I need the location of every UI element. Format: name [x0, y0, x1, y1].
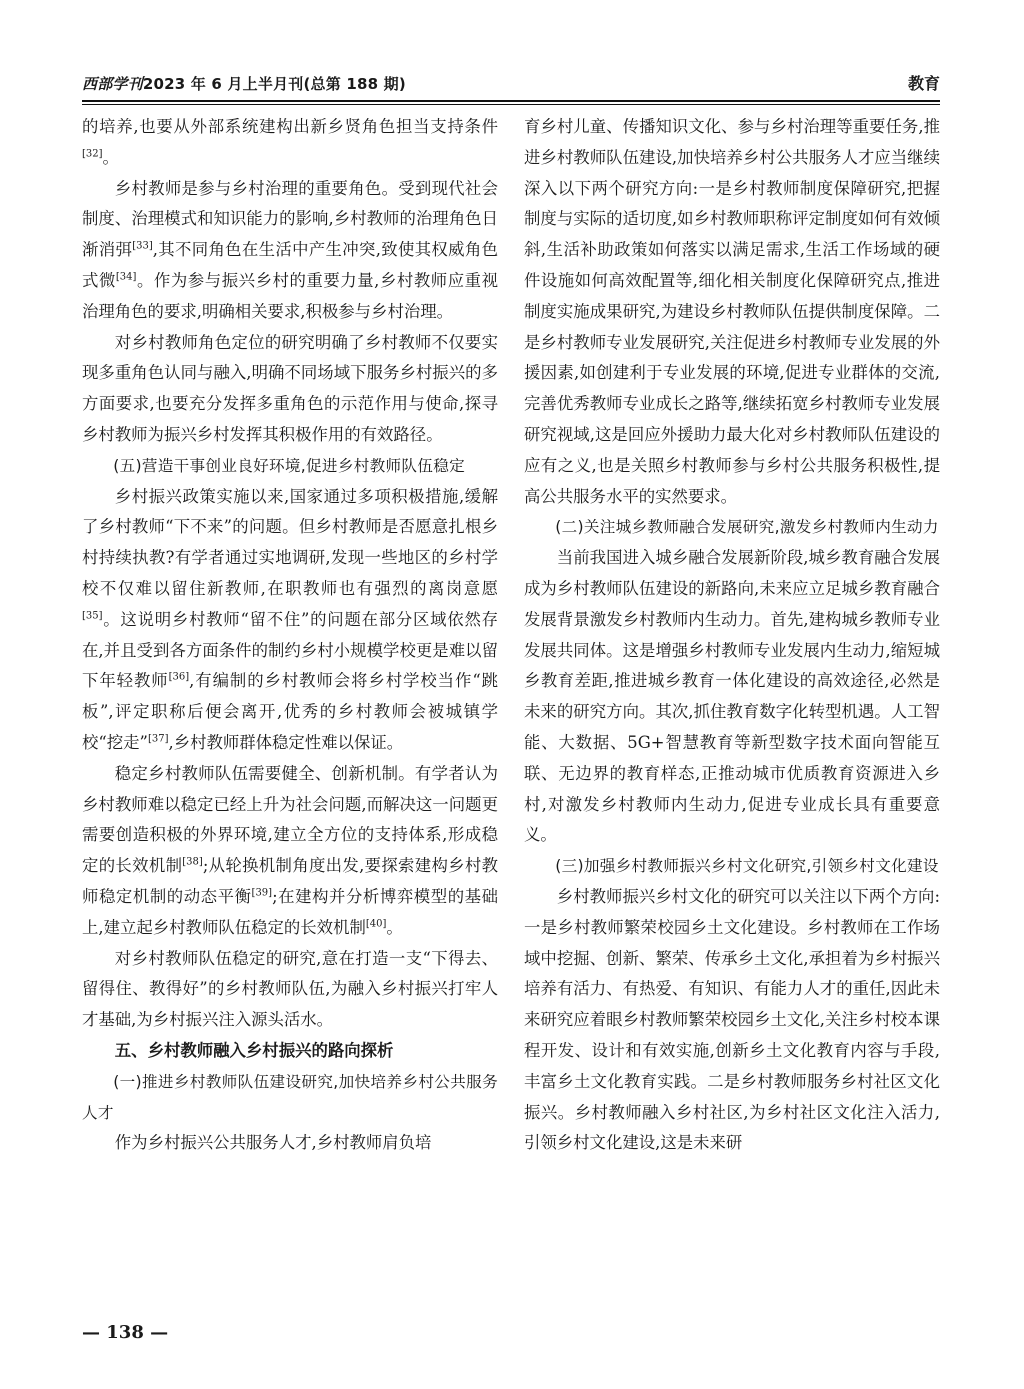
citation: [39]: [251, 887, 273, 899]
text-run: 乡村振兴政策实施以来,国家通过多项积极措施,缓解了乡村教师“下不来”的问题。但乡村教师是否愿意扎根乡村持续执教?有学者通过实地调研,发现一些地区的乡村学校不仅难以留住新教师,在职教师也有强烈的离岗意愿: [82, 486, 498, 598]
text-run: 。这说明乡村教师“留不住”的问题在部分区域依然存在,并且受到各方面条件的制约乡村小规模学校更是难以留下年轻教师: [82, 609, 498, 691]
journal-header: [82, 72, 406, 96]
paragraph: 作为乡村振兴公共服务人才,乡村教师肩负培: [114, 1133, 432, 1153]
paragraph: 乡村教师振兴乡村文化的研究可以关注以下两个方向:一是乡村教师繁荣校园乡土文化建设。乡村教师在工作场域中挖掘、创新、繁荣、传承乡土文化,承担着为乡村振兴培养有活力、有热爱、有知识、有能力人才的重任,因此未来研究应着眼乡村教师繁荣校园乡土文化,关注乡村校本课程开发、设计和有效实施,创新乡土文化教育内容与手段,丰富乡土文化教育实践。二是乡村教师服务乡村社区文化振兴。乡村教师融入乡村社区,为乡村社区文化注入活力,引领乡村文化建设,这是未来研: [524, 886, 940, 1153]
text-run: ,其不同角色在生活中产生冲突,致使其权威角色式微: [82, 240, 499, 290]
page-number: — 138 —: [82, 1322, 169, 1343]
text-run: ;从轮换机制角度出发,要探索建构乡村教师稳定机制的动态平衡: [82, 856, 498, 906]
citation: [37]: [147, 733, 169, 745]
subsection-heading: (一)推进乡村教师队伍建设研究,加快培养乡村公共服务人才: [82, 1072, 498, 1122]
text-run: 。: [386, 917, 403, 937]
paragraph: 对乡村教师队伍稳定的研究,意在打造一支“下得去、留得住、教得好”的乡村教师队伍,为融入乡村振兴打牢人才基础,为乡村振兴注入源头活水。: [82, 948, 498, 1030]
subsection-heading: (二)关注城乡教师融合发展研究,激发乡村教师内生动力: [555, 518, 939, 537]
citation: [35]: [82, 610, 103, 622]
citation: [40]: [365, 918, 387, 930]
paragraph: [82, 482, 498, 759]
section-label: 教育: [907, 74, 940, 93]
journal-logo: 西部学刊: [82, 75, 143, 93]
text-run: ;在建构并分析博弈模型的基础上,建立起乡村教师队伍稳定的长效机制: [82, 886, 498, 937]
text-run: ,有编制的乡村教师会将乡村学校当作“跳板”,评定职称后便会离开,优秀的乡村教师会被城镇学校“挖走”: [82, 671, 499, 752]
paragraph: [82, 112, 498, 174]
left-column: [82, 112, 498, 1159]
right-column: [524, 112, 940, 1159]
citation: [34]: [115, 271, 137, 283]
header-rule-thin: [82, 104, 940, 105]
paragraph: [82, 759, 498, 944]
paragraph: [82, 174, 498, 328]
paragraph: 育乡村儿童、传播知识文化、参与乡村治理等重要任务,推进乡村教师队伍建设,加快培养乡村公共服务人才应当继续深入以下两个研究方向:一是乡村教师制度保障研究,把握制度与实际的适切度,如乡村教师职称评定制度如何有效倾斜,生活补助政策如何落实以满足需求,生活工作场域的硬件设施如何高效配置等,细化相关制度化保障研究点,推进制度实施成果研究,为建设乡村教师队伍提供制度保障。二是乡村教师专业发展研究,关注促进乡村教师专业发展的外援因素,如创建利于专业发展的环境,促进专业群体的交流,完善优秀教师专业成长之路等,继续拓宽乡村教师专业发展研究视域,这是回应外援助力最大化对乡村教师队伍建设的应有之义,也是关照乡村教师参与乡村公共服务积极性,提高公共服务水平的实然要求。: [524, 117, 940, 506]
citation: [33]: [132, 240, 153, 252]
paragraph: 对乡村教师角色定位的研究明确了乡村教师不仅要实现多重角色认同与融入,明确不同场域下服务乡村振兴的多方面要求,也要充分发挥多重角色的示范作用与使命,探寻乡村教师为振兴乡村发挥其积极作用的有效路径。: [82, 332, 498, 444]
running-header: [82, 72, 940, 96]
citation: [32]: [82, 148, 103, 160]
text-run: 。作为参与振兴乡村的重要力量,乡村教师应重视治理角色的要求,明确相关要求,积极参与乡村治理。: [82, 270, 498, 321]
text-run: 稳定乡村教师队伍需要健全、创新机制。有学者认为乡村教师难以稳定已经上升为社会问题,而解决这一问题更需要创造积极的外界环境,建立全方位的支持体系,形成稳定的长效机制: [82, 763, 498, 876]
citation: [38]: [182, 856, 203, 868]
text-run: 的培养,也要从外部系统建构出新乡贤角色担当支持条件: [82, 117, 498, 136]
text-run: 乡村教师是参与乡村治理的重要角色。受到现代社会制度、治理模式和知识能力的影响,乡村教师的治理角色日渐消弭: [82, 178, 498, 260]
text-run: ,乡村教师群体稳定性难以保证。: [168, 732, 404, 752]
section-heading: 五、乡村教师融入乡村振兴的路向探析: [114, 1040, 394, 1060]
header-rule-thick: [82, 100, 940, 102]
citation: [36]: [168, 671, 190, 683]
text-run: 。: [102, 147, 119, 167]
paragraph: 当前我国进入城乡融合发展新阶段,城乡教育融合发展成为乡村教师队伍建设的新路向,未来应立足城乡教育融合发展背景激发乡村教师内生动力。首先,建构城乡教师专业发展共同体。这是增强乡村教师专业发展内生动力,缩短城乡教育差距,推进城乡教育一体化建设的高效途径,必然是未来的研究方向。其次,抓住教育数字化转型机遇。人工智能、大数据、5G+智慧教育等新型数字技术面向智能互联、无边界的教育样态,正推动城市优质教育资源进入乡村,对激发乡村教师内生动力,促进专业成长具有重要意义。: [524, 548, 940, 845]
subsection-heading: (五)营造干事创业良好环境,促进乡村教师队伍稳定: [113, 456, 465, 475]
subsection-heading: (三)加强乡村教师振兴乡村文化研究,引领乡村文化建设: [555, 857, 939, 876]
issue-info: 2023 年 6 月上半月刊(总第 188 期): [142, 75, 406, 93]
